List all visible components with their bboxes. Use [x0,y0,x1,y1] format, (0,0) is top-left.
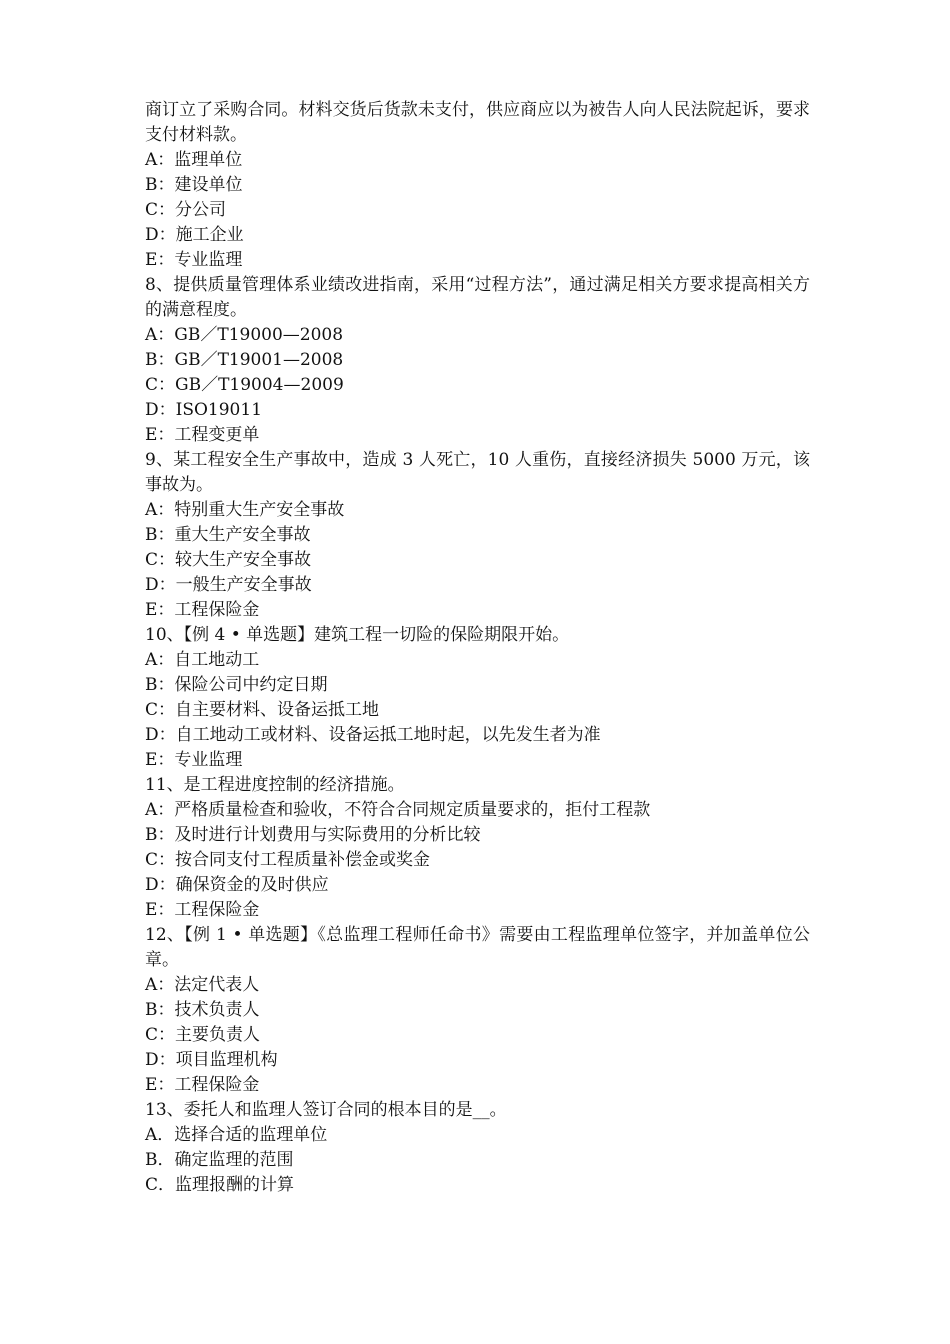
option-a: A：GB／T19000—2008 [145,325,344,345]
option-d: D：施工企业 [145,225,244,245]
option-c: C：分公司 [145,200,227,220]
question-13-stem: 13、委托人和监理人签订合同的根本目的是__。 [145,1100,507,1120]
option-e: E：工程保险金 [145,1075,260,1095]
option-a: A：法定代表人 [145,975,260,995]
option-d: D：自工地动工或材料、设备运抵工地时起，以先发生者为准 [145,725,601,745]
option-d: D：项目监理机构 [145,1050,278,1070]
option-b: B：建设单位 [145,175,243,195]
option-e: E：专业监理 [145,750,243,770]
option-e: E：工程保险金 [145,900,260,920]
option-c: C：较大生产安全事故 [145,550,312,570]
option-b: B：重大生产安全事故 [145,525,311,545]
question-9-stem: 9、某工程安全生产事故中，造成 3 人死亡，10 人重伤，直接经济损失 5000 万元，该事故为。 [145,450,810,495]
option-c: C：GB／T19004—2009 [145,375,344,395]
option-c: C：主要负责人 [145,1025,261,1045]
option-c: C．监理报酬的计算 [145,1175,295,1195]
option-a: A：自工地动工 [145,650,260,670]
option-e: E：工程变更单 [145,425,260,445]
option-e: E：工程保险金 [145,600,260,620]
question-8-stem: 8、提供质量管理体系业绩改进指南，采用“过程方法”，通过满足相关方要求提高相关方的满意程度。 [145,275,810,320]
option-a: A．选择合适的监理单位 [145,1125,328,1145]
option-b: B：保险公司中约定日期 [145,675,328,695]
document-body [145,98,810,1198]
option-a: A：监理单位 [145,150,243,170]
question-10-stem: 10、【例 4 • 单选题】建筑工程一切险的保险期限开始。 [145,625,570,645]
option-b: B：及时进行计划费用与实际费用的分析比较 [145,825,481,845]
option-c: C：按合同支付工程质量补偿金或奖金 [145,850,431,870]
option-d: D：ISO19011 [145,400,263,420]
option-b: B．确定监理的范围 [145,1150,294,1170]
question-7-stem-continued: 商订立了采购合同。材料交货后货款未支付，供应商应以为被告人向人民法院起诉，要求支付材料款。 [145,100,810,145]
option-a: A：严格质量检查和验收，不符合合同规定质量要求的，拒付工程款 [145,800,651,820]
option-b: B：技术负责人 [145,1000,260,1020]
question-12-stem: 12、【例 1 • 单选题】《总监理工程师任命书》需要由工程监理单位签字，并加盖单位公章。 [145,925,810,970]
question-11-stem: 11、是工程进度控制的经济措施。 [145,775,405,795]
option-a: A：特别重大生产安全事故 [145,500,345,520]
option-e: E：专业监理 [145,250,243,270]
option-c: C：自主要材料、设备运抵工地 [145,700,380,720]
option-d: D：一般生产安全事故 [145,575,312,595]
option-b: B：GB／T19001—2008 [145,350,344,370]
option-d: D：确保资金的及时供应 [145,875,329,895]
